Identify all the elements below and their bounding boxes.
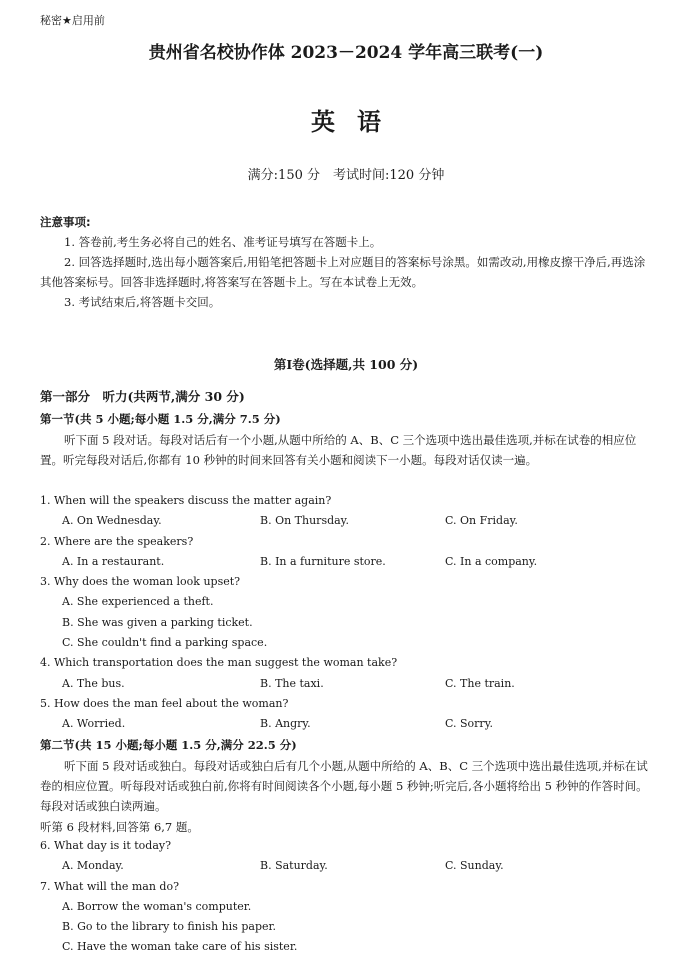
score-time-info: 满分:150 分 考试时间:120 分钟 xyxy=(247,168,445,183)
section2-questions xyxy=(40,836,652,958)
option-b: B. She was given a parking ticket. xyxy=(62,615,253,629)
question-stem: 2. Where are the speakers? xyxy=(40,534,194,548)
question-stem: 4. Which transportation does the man suggest the woman take? xyxy=(40,656,398,670)
note-item: 3. 考试结束后,将答题卡交回。 xyxy=(64,295,221,309)
section2-instructions xyxy=(40,756,652,816)
question-stem: 6. What day is it today? xyxy=(40,839,172,852)
option-b: B. The taxi. xyxy=(260,676,324,690)
option-c: C. In a company. xyxy=(445,554,538,568)
material-note: 听第 6 段材料,回答第 6,7 题。 xyxy=(40,820,199,834)
option-c: C. She couldn't find a parking space. xyxy=(62,636,268,650)
option-a: A. Worried. xyxy=(62,717,126,731)
notes-heading: 注意事项: xyxy=(40,215,91,229)
question-stem: 1. When will the speakers discuss the matter again? xyxy=(40,494,332,507)
section2-title: 第二节(共 15 小题;每小题 1.5 分,满分 22.5 分) xyxy=(40,738,297,752)
option-a: A. In a restaurant. xyxy=(62,554,165,568)
option-c: C. Have the woman take care of his sister. xyxy=(62,940,298,954)
options-row xyxy=(40,511,652,531)
note-item: 2. 回答选择题时,选出每小题答案后,用铅笔把答题卡上对应题目的答案标号涂黑。如需改动,用橡皮擦干净后,再选涂其他答案标号。回答非选择题时,将答案写在答题卡上。写在本试卷上无效。 xyxy=(40,255,646,289)
option-a: A. On Wednesday. xyxy=(62,514,162,528)
option-c: C. On Friday. xyxy=(445,514,518,528)
notes-list xyxy=(40,232,652,312)
question-stem: 7. What will the man do? xyxy=(40,879,179,893)
question-stem: 5. How does the man feel about the woman? xyxy=(40,696,289,710)
option-c: C. The train. xyxy=(445,676,515,690)
confidential-label: 秘密★启用前 xyxy=(40,14,105,27)
option-a: A. Monday. xyxy=(62,859,124,873)
option-b: B. Angry. xyxy=(260,717,311,731)
part1-title: 第一部分 听力(共两节,满分 30 分) xyxy=(40,389,245,404)
section1-questions xyxy=(40,491,652,735)
volume-title: 第Ⅰ卷(选择题,共 100 分) xyxy=(273,357,419,372)
option-a: A. Borrow the woman's computer. xyxy=(62,899,252,913)
options-row xyxy=(40,674,652,694)
options-row xyxy=(40,856,652,876)
question-stem: 3. Why does the woman look upset? xyxy=(40,575,241,589)
option-b: B. In a furniture store. xyxy=(260,554,386,568)
option-c: C. Sorry. xyxy=(445,717,493,731)
option-b: B. On Thursday. xyxy=(260,514,349,528)
subject-title: 英语 xyxy=(311,107,403,136)
option-b: B. Go to the library to finish his paper. xyxy=(62,920,277,934)
note-item: 1. 答卷前,考生务必将自己的姓名、准考证号填写在答题卡上。 xyxy=(64,235,382,249)
section1-instructions xyxy=(40,430,652,470)
option-b: B. Saturday. xyxy=(260,859,328,873)
options-row xyxy=(40,714,652,734)
section1-title: 第一节(共 5 小题;每小题 1.5 分,满分 7.5 分) xyxy=(40,412,281,426)
option-c: C. Sunday. xyxy=(445,859,504,873)
instructions-text: 听下面 5 段对话或独白。每段对话或独白后有几个小题,从题中所给的 A、B、C 三个选项中选出最佳选项,并标在试卷的相应位置。听每段对话或独白前,你将有时间阅读各个小题,每小题 5 秒钟;听完后,各小题将给出 5 秒钟的作答时间。每段对话或独白读两遍。 xyxy=(40,759,648,813)
instructions-text: 听下面 5 段对话。每段对话后有一个小题,从题中所给的 A、B、C 三个选项中选出最佳选项,并标在试卷的相应位置。听完每段对话后,你都有 10 秒钟的时间来回答有关小题和阅读下一小题。每段对话仅读一遍。 xyxy=(40,433,637,467)
option-a: A. She experienced a theft. xyxy=(62,595,214,609)
exam-title: 贵州省名校协作体 2023－2024 学年高三联考(一) xyxy=(148,43,544,63)
option-a: A. The bus. xyxy=(62,676,125,690)
options-row xyxy=(40,552,652,572)
